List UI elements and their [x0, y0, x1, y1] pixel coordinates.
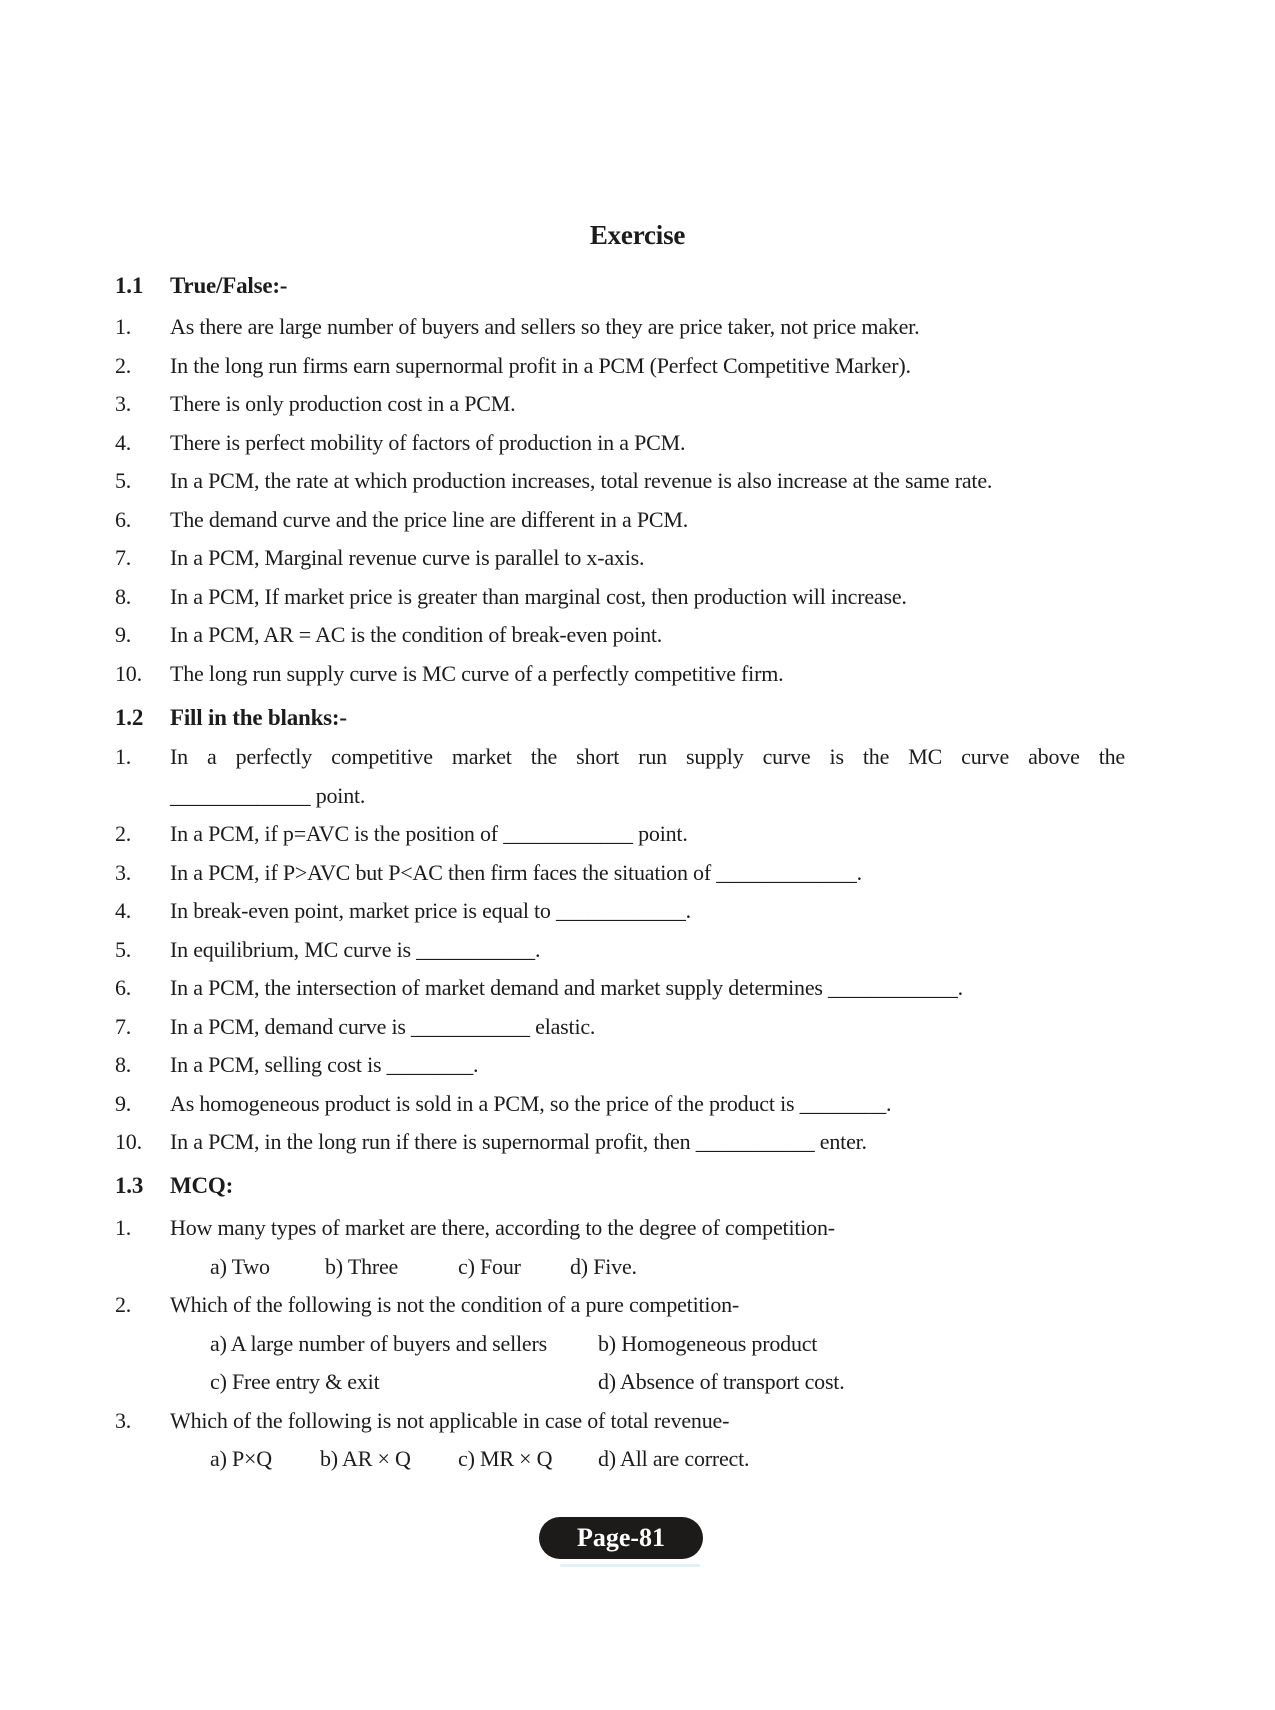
item-text: In a PCM, demand curve is ___________ elastic.	[170, 1013, 596, 1039]
item-text: In a PCM, the intersection of market demand and market supply determines ____________.	[170, 975, 963, 1000]
mcq-option: d) All are correct.	[598, 1446, 750, 1471]
item-number: 7.	[115, 1013, 132, 1039]
tf-item	[115, 655, 1125, 694]
mcq-option: a) A large number of buyers and sellers	[210, 1330, 547, 1356]
section-heading-label: MCQ:	[170, 1173, 234, 1198]
mcq-option: c) MR × Q	[458, 1446, 553, 1471]
tf-item	[115, 385, 1125, 424]
item-text: In the long run firms earn supernormal profit in a PCM (Perfect Competitive Marker).	[170, 352, 911, 378]
item-text: In equilibrium, MC curve is ___________.	[170, 936, 541, 962]
item-text: As there are large number of buyers and sellers so they are price taker, not price maker.	[170, 314, 920, 339]
section-heading-label: True/False:-	[170, 273, 288, 298]
section-heading-mcq	[115, 1171, 1125, 1201]
item-text: The demand curve and the price line are different in a PCM.	[170, 506, 689, 532]
section-heading-label: Fill in the blanks:-	[170, 705, 347, 730]
item-number: 4.	[115, 429, 132, 455]
tf-item	[115, 578, 1125, 617]
item-number: 9.	[115, 1090, 132, 1116]
section-number: 1.1	[115, 273, 144, 298]
item-text	[170, 738, 1125, 815]
tf-item	[115, 501, 1125, 540]
fib-item	[115, 815, 1125, 854]
item-number: 8.	[115, 583, 132, 609]
fib-item	[115, 969, 1125, 1008]
item-number: 2.	[115, 352, 132, 378]
mcq-option: b) AR × Q	[320, 1446, 411, 1471]
fib-item	[115, 1085, 1125, 1124]
mcq-question	[115, 1286, 1125, 1325]
mcq-list	[115, 1209, 1125, 1479]
item-text: In a PCM, if P>AVC but P<AC then firm faces the situation of _____________.	[170, 859, 862, 885]
item-text: In a PCM, If market price is greater than marginal cost, then production will increase.	[170, 583, 907, 609]
item-number: 1.	[115, 744, 132, 769]
item-number: 10.	[115, 1129, 142, 1154]
mcq-option: d) Absence of transport cost.	[598, 1369, 845, 1394]
tf-item	[115, 616, 1125, 655]
item-number: 3.	[115, 1407, 132, 1433]
fib-item	[115, 1123, 1125, 1162]
item-text: There is perfect mobility of factors of production in a PCM.	[170, 429, 686, 455]
item-number: 5.	[115, 936, 132, 962]
item-text: There is only production cost in a PCM.	[170, 391, 516, 416]
true-false-list	[115, 308, 1125, 693]
mcq-option: d) Five.	[570, 1253, 637, 1279]
tf-item	[115, 462, 1125, 501]
tf-item	[115, 424, 1125, 463]
item-text: In a PCM, selling cost is ________.	[170, 1052, 479, 1077]
question-text: Which of the following is not applicable in case of total revenue-	[170, 1407, 730, 1433]
item-number: 2.	[115, 821, 132, 846]
item-number: 9.	[115, 622, 132, 647]
section-number: 1.2	[115, 705, 144, 730]
item-text: In a PCM, Marginal revenue curve is parallel to x-axis.	[170, 545, 645, 570]
mcq-option: c) Free entry & exit	[210, 1369, 380, 1394]
tf-item	[115, 308, 1125, 347]
item-number: 10.	[115, 660, 142, 686]
page-title: Exercise	[589, 220, 686, 250]
item-number: 1.	[115, 1215, 132, 1240]
fib-item	[115, 931, 1125, 970]
item-number: 7.	[115, 545, 132, 570]
fib-item	[115, 738, 1125, 815]
mcq-option: b) Three	[325, 1253, 399, 1279]
item-text: In a PCM, in the long run if there is supernormal profit, then ___________ enter.	[170, 1129, 867, 1154]
item-text-line2: _____________ point.	[170, 782, 366, 808]
item-text: In a PCM, AR = AC is the condition of break-even point.	[170, 622, 663, 647]
item-number: 4.	[115, 898, 132, 923]
mcq-options-row	[115, 1363, 1125, 1402]
question-text: How many types of market are there, according to the degree of competition-	[170, 1215, 835, 1240]
mcq-options-row	[115, 1440, 1125, 1479]
item-text: The long run supply curve is MC curve of a perfectly competitive firm.	[170, 660, 784, 686]
tf-item	[115, 539, 1125, 578]
mcq-option: a) Two	[210, 1253, 270, 1279]
item-text: In a PCM, if p=AVC is the position of ____________ point.	[170, 821, 688, 846]
question-text: Which of the following is not the condition of a pure competition-	[170, 1292, 740, 1317]
item-text: As homogeneous product is sold in a PCM, so the price of the product is ________.	[170, 1090, 892, 1116]
item-number: 3.	[115, 859, 132, 885]
mcq-question	[115, 1402, 1125, 1441]
item-text-line1: In a perfectly competitive market the short run supply curve is the MC curve above the	[170, 744, 1125, 769]
fib-item	[115, 1046, 1125, 1085]
item-text: In a PCM, the rate at which production increases, total revenue is also increase at the same rate.	[170, 468, 993, 493]
mcq-option: a) P×Q	[210, 1446, 272, 1471]
page-number-badge: Page-81	[539, 1517, 703, 1559]
section-heading-true-false	[115, 271, 1125, 301]
item-text: In break-even point, market price is equal to ____________.	[170, 898, 691, 923]
item-number: 1.	[115, 314, 132, 339]
item-number: 2.	[115, 1292, 132, 1317]
badge-shadow-line	[560, 1564, 700, 1567]
mcq-options-row	[115, 1248, 1125, 1287]
section-heading-fill-blanks	[115, 703, 1125, 733]
item-number: 6.	[115, 506, 132, 532]
item-number: 3.	[115, 391, 132, 416]
item-number: 5.	[115, 468, 132, 493]
section-number: 1.3	[115, 1173, 144, 1198]
fib-item	[115, 1008, 1125, 1047]
mcq-question	[115, 1209, 1125, 1248]
mcq-option: b) Homogeneous product	[598, 1330, 818, 1356]
item-number: 6.	[115, 975, 132, 1000]
fib-item	[115, 892, 1125, 931]
mcq-options-row	[115, 1325, 1125, 1364]
fill-blanks-list	[115, 738, 1125, 1162]
tf-item	[115, 347, 1125, 386]
mcq-option: c) Four	[458, 1253, 521, 1279]
item-number: 8.	[115, 1052, 132, 1077]
fib-item	[115, 854, 1125, 893]
